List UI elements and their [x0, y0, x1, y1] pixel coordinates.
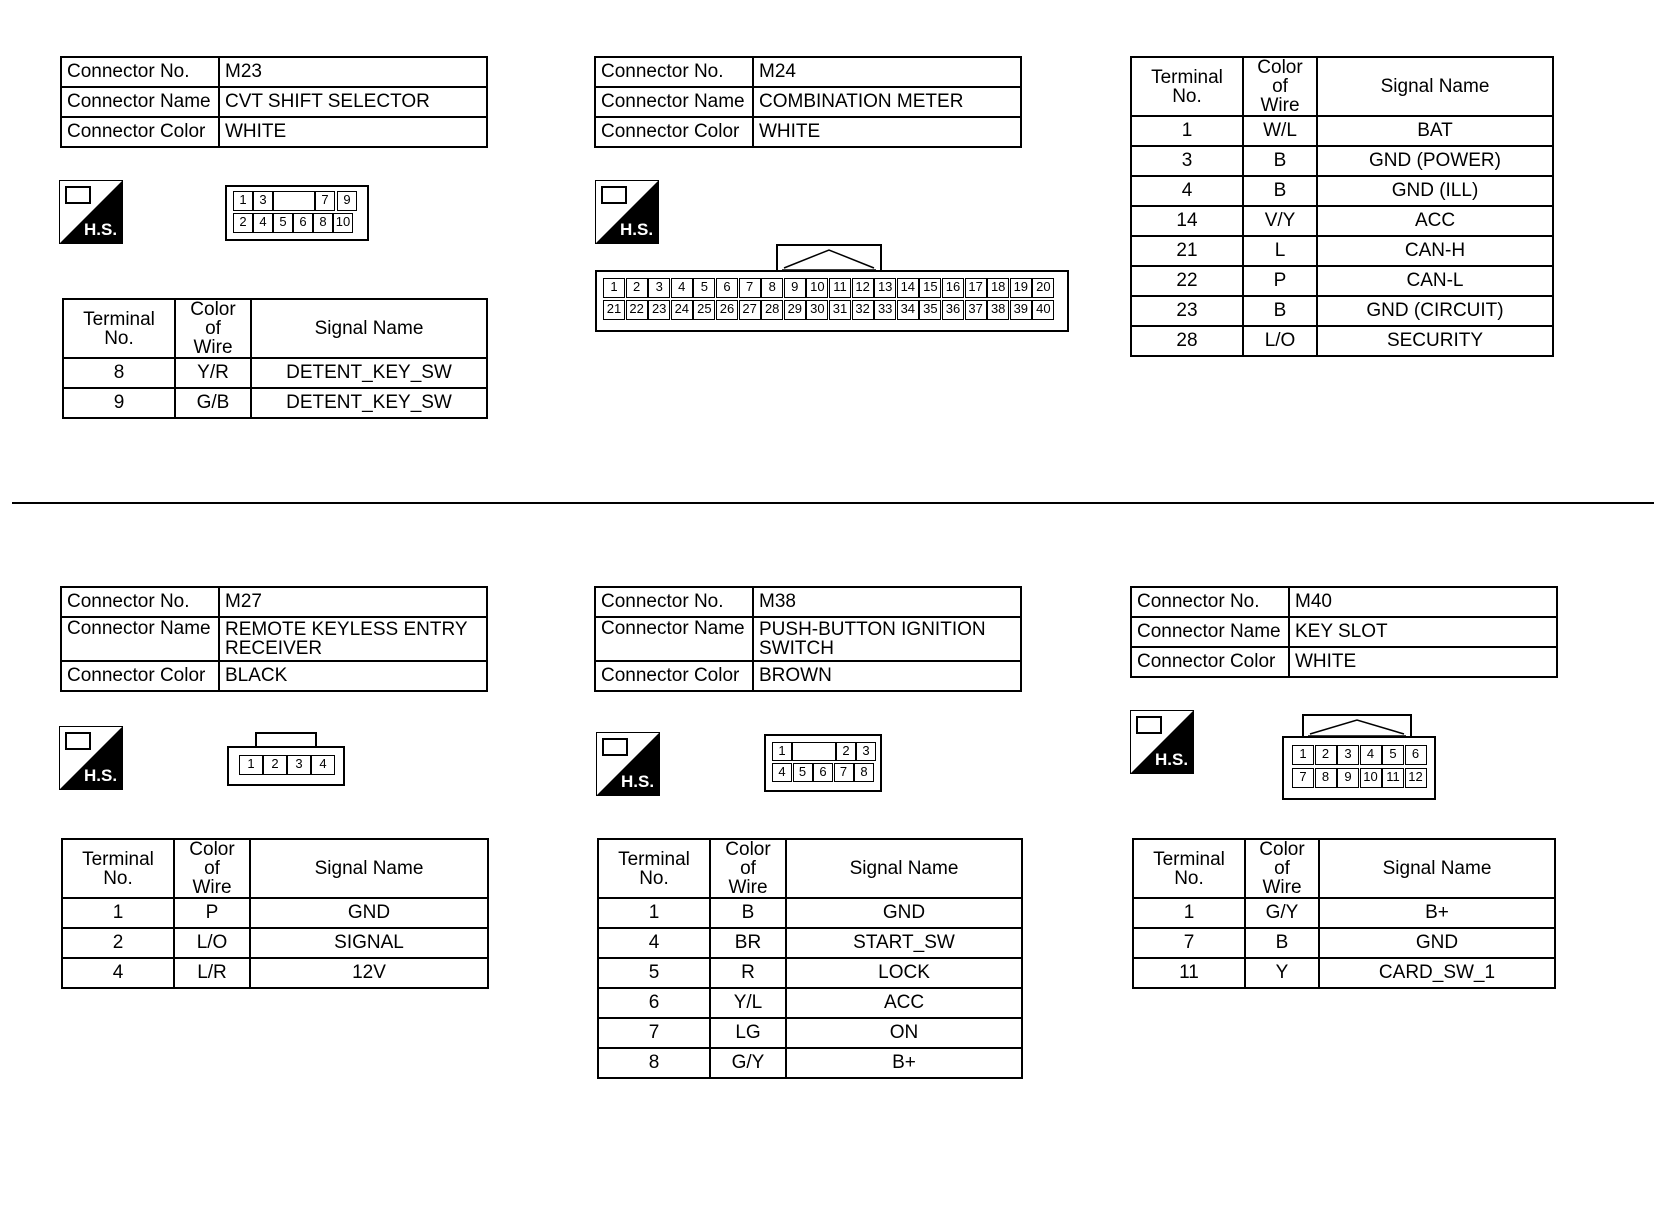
svg-text:H.S.: H.S.	[84, 766, 118, 785]
connector-pin: 23	[648, 300, 670, 320]
connector-pin: 6	[293, 213, 313, 233]
connector-pin: 5	[693, 278, 715, 298]
label-connector-no: Connector No.	[61, 587, 219, 617]
connector-pin: 30	[806, 300, 828, 320]
connector-pin: 1	[233, 191, 253, 211]
connector-name-value: CVT SHIFT SELECTOR	[219, 87, 487, 117]
connector-pin: 8	[761, 278, 783, 298]
connector-pin: 36	[942, 300, 964, 320]
label-connector-name: Connector Name	[595, 87, 753, 117]
connector-pin: 21	[603, 300, 625, 320]
m24-terminal-table	[1130, 56, 1554, 357]
m23-terminal-table	[62, 298, 488, 419]
connector-name-value: KEY SLOT	[1289, 617, 1557, 647]
table-row: 4 B GND (ILL)	[1131, 176, 1553, 206]
m38-connector-face	[764, 734, 882, 792]
connector-pin: 9	[784, 278, 806, 298]
header-signal-name: Signal Name	[1319, 839, 1555, 898]
header-color-of-wire: Color of Wire	[710, 839, 786, 898]
table-row: 8 G/Y B+	[598, 1048, 1022, 1078]
m40-connector-face	[1282, 736, 1436, 800]
connector-pin: 3	[648, 278, 670, 298]
table-row: 1 G/Y B+	[1133, 898, 1555, 928]
connector-pin: 3	[856, 742, 876, 761]
table-row: 7 LG ON	[598, 1018, 1022, 1048]
table-row: 5 R LOCK	[598, 958, 1022, 988]
connector-pin: 31	[829, 300, 851, 320]
m38-info-table	[594, 586, 1022, 692]
label-connector-color: Connector Color	[595, 117, 753, 147]
label-connector-name: Connector Name	[595, 617, 753, 661]
connector-pin: 13	[874, 278, 896, 298]
connector-pin: 10	[806, 278, 828, 298]
table-row: 14 V/Y ACC	[1131, 206, 1553, 236]
connector-pin: 9	[337, 191, 357, 211]
label-connector-color: Connector Color	[61, 117, 219, 147]
hs-icon	[596, 732, 660, 796]
connector-no-value: M40	[1289, 587, 1557, 617]
connector-pin: 19	[1010, 278, 1032, 298]
table-row: 1 W/L BAT	[1131, 116, 1553, 146]
connector-pin: 4	[1360, 745, 1382, 765]
connector-pin: 6	[813, 763, 833, 782]
label-connector-name: Connector Name	[61, 87, 219, 117]
connector-color-value: WHITE	[219, 117, 487, 147]
connector-pin: 24	[671, 300, 693, 320]
svg-text:H.S.: H.S.	[621, 772, 655, 791]
connector-key	[273, 191, 315, 211]
connector-no-value: M27	[219, 587, 487, 617]
connector-pin: 4	[671, 278, 693, 298]
connector-pin: 22	[626, 300, 648, 320]
connector-name-value: COMBINATION METER	[753, 87, 1021, 117]
connector-pin: 2	[626, 278, 648, 298]
connector-pin: 1	[603, 278, 625, 298]
connector-pin: 29	[784, 300, 806, 320]
connector-name-value: REMOTE KEYLESS ENTRY RECEIVER	[219, 617, 487, 661]
header-terminal-no: Terminal No.	[62, 839, 174, 898]
connector-pin: 15	[919, 278, 941, 298]
connector-pin: 33	[874, 300, 896, 320]
connector-pin: 5	[793, 763, 813, 782]
m40-info-table	[1130, 586, 1558, 678]
connector-pin: 18	[987, 278, 1009, 298]
header-signal-name: Signal Name	[250, 839, 488, 898]
header-terminal-no: Terminal No.	[598, 839, 710, 898]
table-row: 1 P GND	[62, 898, 488, 928]
label-connector-no: Connector No.	[1131, 587, 1289, 617]
connector-pin: 6	[1405, 745, 1427, 765]
connector-pin: 7	[1292, 768, 1314, 788]
connector-pin: 20	[1032, 278, 1054, 298]
table-row: 1 B GND	[598, 898, 1022, 928]
connector-key	[792, 742, 836, 761]
label-connector-color: Connector Color	[1131, 647, 1289, 677]
m27-terminal-table	[61, 838, 489, 989]
table-row: 21 L CAN-H	[1131, 236, 1553, 266]
connector-no-value: M23	[219, 57, 487, 87]
header-color-of-wire: Color of Wire	[1245, 839, 1319, 898]
connector-pin: 4	[253, 213, 273, 233]
table-row: 6 Y/L ACC	[598, 988, 1022, 1018]
connector-pin: 5	[1382, 745, 1404, 765]
label-connector-color: Connector Color	[595, 661, 753, 691]
connector-pin: 9	[1337, 768, 1359, 788]
connector-pin: 4	[311, 755, 335, 775]
table-row: 23 B GND (CIRCUIT)	[1131, 296, 1553, 326]
connector-pin: 38	[987, 300, 1009, 320]
connector-pin: 2	[836, 742, 856, 761]
connector-pin: 17	[965, 278, 987, 298]
header-signal-name: Signal Name	[251, 299, 487, 358]
connector-pin: 1	[239, 755, 263, 775]
connector-color-value: BLACK	[219, 661, 487, 691]
connector-no-value: M24	[753, 57, 1021, 87]
connector-pin: 3	[253, 191, 273, 211]
connector-pin: 35	[919, 300, 941, 320]
m24-connector-face	[595, 270, 1069, 332]
label-connector-no: Connector No.	[595, 587, 753, 617]
connector-pin: 28	[761, 300, 783, 320]
m23-connector-face	[225, 185, 369, 241]
m24-info-table	[594, 56, 1022, 148]
connector-pin: 4	[772, 763, 792, 782]
m40-terminal-table	[1132, 838, 1556, 989]
table-row: 2 L/O SIGNAL	[62, 928, 488, 958]
header-signal-name: Signal Name	[1317, 57, 1553, 116]
label-connector-no: Connector No.	[61, 57, 219, 87]
table-row: 3 B GND (POWER)	[1131, 146, 1553, 176]
connector-pin: 8	[1315, 768, 1337, 788]
connector-pin: 7	[834, 763, 854, 782]
connector-pin: 12	[1405, 768, 1427, 788]
connector-pin: 16	[942, 278, 964, 298]
svg-text:H.S.: H.S.	[84, 220, 118, 239]
connector-pin: 10	[1360, 768, 1382, 788]
connector-pin: 11	[829, 278, 851, 298]
connector-pin: 1	[1292, 745, 1314, 765]
connector-pin: 37	[965, 300, 987, 320]
table-row: 22 P CAN-L	[1131, 266, 1553, 296]
table-row: 28 L/O SECURITY	[1131, 326, 1553, 356]
connector-pin: 8	[313, 213, 333, 233]
connector-pin: 7	[739, 278, 761, 298]
connector-color-value: WHITE	[753, 117, 1021, 147]
label-connector-name: Connector Name	[61, 617, 219, 661]
table-row: 4 BR START_SW	[598, 928, 1022, 958]
header-signal-name: Signal Name	[786, 839, 1022, 898]
hs-icon	[595, 180, 659, 244]
connector-pin: 25	[693, 300, 715, 320]
m38-terminal-table	[597, 838, 1023, 1079]
connector-pin: 3	[287, 755, 311, 775]
m24-connector-latch	[776, 244, 882, 272]
header-color-of-wire: Color of Wire	[175, 299, 251, 358]
connector-color-value: WHITE	[1289, 647, 1557, 677]
connector-pin: 2	[1315, 745, 1337, 765]
header-color-of-wire: Color of Wire	[174, 839, 250, 898]
table-row: 8 Y/R DETENT_KEY_SW	[63, 358, 487, 388]
header-terminal-no: Terminal No.	[63, 299, 175, 358]
m27-info-table	[60, 586, 488, 692]
header-terminal-no: Terminal No.	[1131, 57, 1243, 116]
m23-info-table	[60, 56, 488, 148]
table-row: 11 Y CARD_SW_1	[1133, 958, 1555, 988]
connector-pin: 34	[897, 300, 919, 320]
hs-icon	[1130, 710, 1194, 774]
label-connector-no: Connector No.	[595, 57, 753, 87]
connector-pin: 6	[716, 278, 738, 298]
connector-pin: 2	[263, 755, 287, 775]
m27-connector-face	[227, 746, 345, 786]
connector-name-value: PUSH-BUTTON IGNITION SWITCH	[753, 617, 1021, 661]
connector-pin: 5	[273, 213, 293, 233]
connector-pin: 26	[716, 300, 738, 320]
header-terminal-no: Terminal No.	[1133, 839, 1245, 898]
svg-text:H.S.: H.S.	[1155, 750, 1189, 769]
connector-pin: 27	[739, 300, 761, 320]
hs-icon	[59, 180, 123, 244]
connector-pin: 1	[772, 742, 792, 761]
table-row: 7 B GND	[1133, 928, 1555, 958]
connector-pin: 14	[897, 278, 919, 298]
connector-pin: 40	[1032, 300, 1054, 320]
label-connector-name: Connector Name	[1131, 617, 1289, 647]
m40-connector-latch	[1302, 714, 1412, 738]
connector-color-value: BROWN	[753, 661, 1021, 691]
label-connector-color: Connector Color	[61, 661, 219, 691]
header-color-of-wire: Color of Wire	[1243, 57, 1317, 116]
connector-pin: 10	[333, 213, 353, 233]
connector-pin: 2	[233, 213, 253, 233]
connector-pin: 3	[1337, 745, 1359, 765]
connector-pin: 11	[1382, 768, 1404, 788]
hs-icon	[59, 726, 123, 790]
connector-pin: 7	[315, 191, 335, 211]
connector-pin: 12	[852, 278, 874, 298]
table-row: 9 G/B DETENT_KEY_SW	[63, 388, 487, 418]
table-row: 4 L/R 12V	[62, 958, 488, 988]
connector-pin: 32	[852, 300, 874, 320]
connector-pin: 8	[854, 763, 874, 782]
connector-pin: 39	[1010, 300, 1032, 320]
connector-no-value: M38	[753, 587, 1021, 617]
svg-text:H.S.: H.S.	[620, 220, 654, 239]
section-divider	[12, 502, 1654, 504]
